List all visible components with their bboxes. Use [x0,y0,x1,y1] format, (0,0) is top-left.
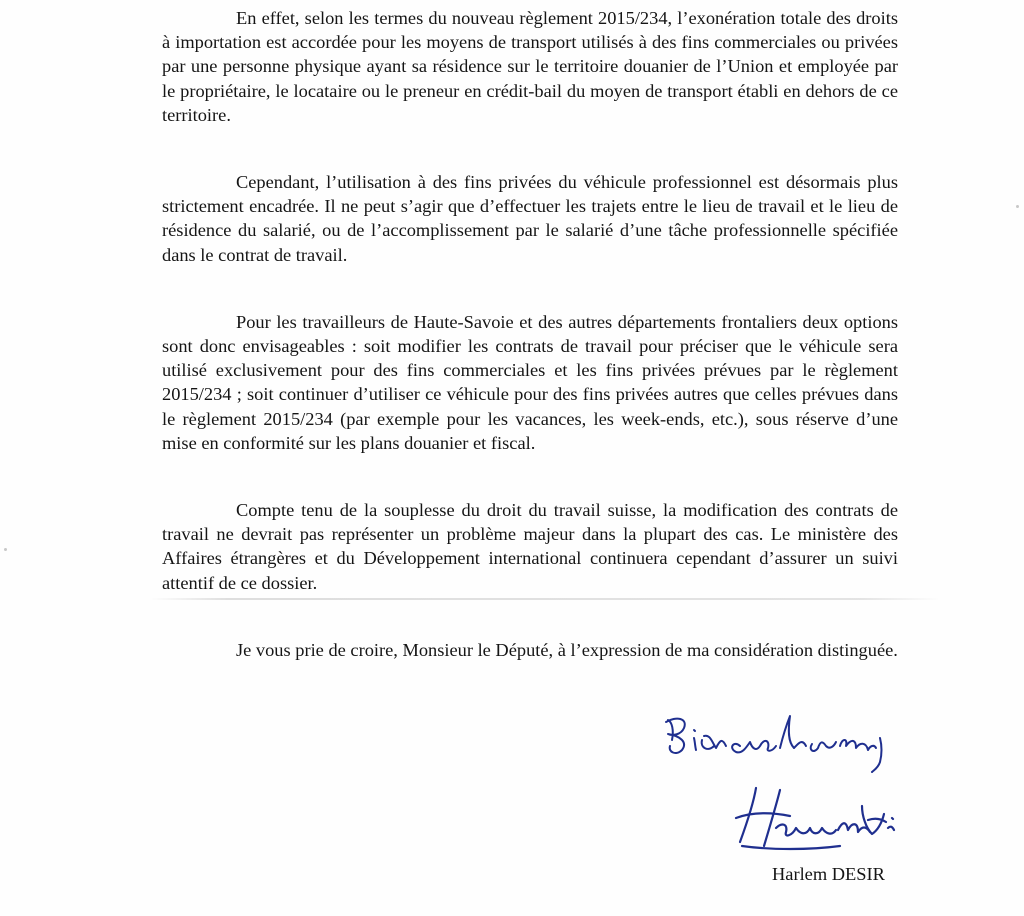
paragraph-exoneration: En effet, selon les termes du nouveau règlement 2015/234, l’exonération totale des droits à importation est accordée pour les moyens de transport utilisés à des fins commerciales ou privées par une personne physique ayant sa résidence sur le territoire douanier de l’Union et employée par le propriétaire, le locataire ou le preneur en crédit-bail du moyen de transport établi en dehors de ce territoire. [162,8,898,125]
closing-formula: Je vous prie de croire, Monsieur le Député, à l’expression de ma considération distinguée. [236,639,898,660]
scan-speck [4,548,7,551]
signer-name: Harlem DESIR [772,864,885,884]
handwritten-signature [736,788,894,849]
scan-speck [1016,205,1019,208]
handwritten-note [666,716,882,772]
paragraph-swiss-law: Compte tenu de la souplesse du droit du travail suisse, la modification des contrats de travail ne devrait pas représenter un problème majeur dans la plupart des cas. Le ministère des Affaires étrangères et du Développement international continuera cependant d’assurer un suivi attentif de ce dossier. [162,500,898,593]
paragraph-options: Pour les travailleurs de Haute-Savoie et des autres départements frontaliers deux options sont donc envisageables : soit modifier les contrats de travail pour préciser que le véhicule sera utilisé exclusivement pour des fins commerciales et les fins privées prévues par le règlement 2015/234 ; soit continuer d’utiliser ce véhicule pour des fins privées autres que celles prévues dans le règlement 2015/234 (par exemple pour les vacances, les week-ends, etc.), sous réserve d’une mise en conformité sur les plans douanier et fiscal. [162,311,898,453]
letter-body [162,6,898,662]
paragraph-private-use: Cependant, l’utilisation à des fins privées du véhicule professionnel est désormais plus strictement encadrée. Il ne peut s’agir que d’effectuer les trajets entre le lieu de travail et le lieu de résidence du salarié, ou de l’accomplissement par le salarié d’une tâche professionnelle spécifiée dans le contrat de travail. [162,172,898,265]
